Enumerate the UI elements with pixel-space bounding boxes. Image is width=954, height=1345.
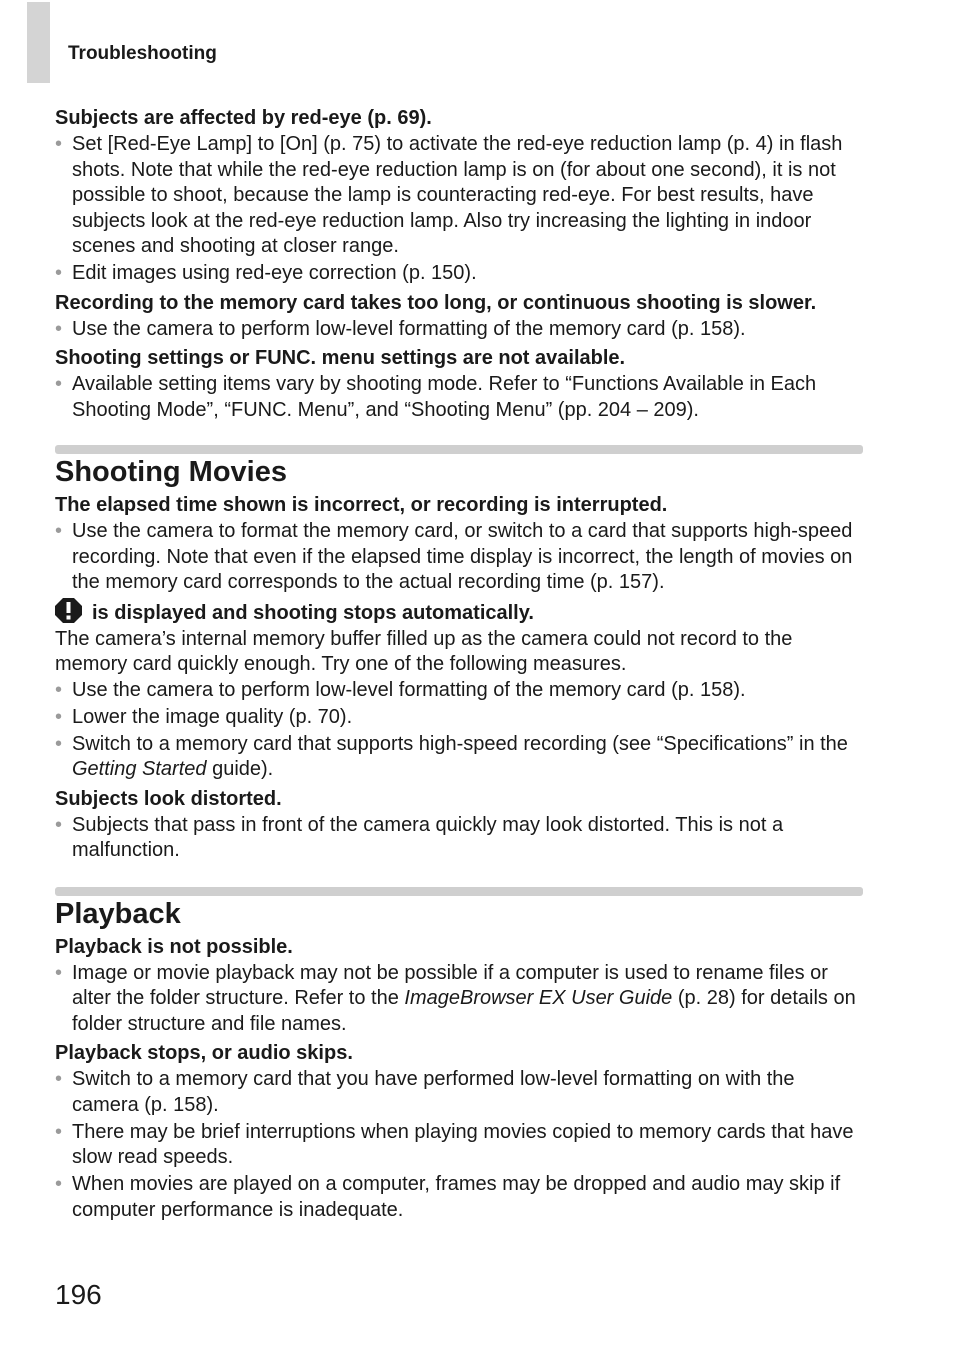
func-settings-heading: Shooting settings or FUNC. menu settings are not available. (55, 347, 626, 369)
list-item: • Image or movie playback may not be possible if a computer is used to rename files or alter the folder structure. Refer to the ImageBrowser EX User Guide (p. 28) for details on folder structure and file names. (55, 961, 863, 1038)
distorted-list (55, 813, 863, 864)
list-item: • There may be brief interruptions when playing movies copied to memory cards that have slow read speeds. (55, 1120, 863, 1171)
elapsed-list (55, 519, 863, 596)
list-item: • Use the camera to perform low-level formatting of the memory card (p. 158). (55, 678, 863, 704)
list-item: • Lower the image quality (p. 70). (55, 705, 863, 731)
list-item: • Subjects that pass in front of the camera quickly may look distorted. This is not a malfunction. (55, 813, 863, 864)
shooting-movies-title: Shooting Movies (55, 456, 287, 488)
list-item: • Use the camera to perform low-level formatting of the memory card (p. 158). (55, 317, 863, 343)
recording-slow-heading: Recording to the memory card takes too long, or continuous shooting is slower. (55, 291, 817, 314)
red-eye-list (55, 132, 863, 287)
auto-stop-body: The camera’s internal memory buffer filled up as the camera could not record to the memory card quickly enough. Try one of the following measures. (55, 627, 793, 675)
list-item: • Switch to a memory card that supports high-speed recording (see “Specifications” in the Getting Started guide). (55, 732, 863, 783)
chapter-tab-bar (27, 2, 50, 83)
page-content (55, 104, 863, 1225)
guide-title: ImageBrowser EX User Guide (404, 987, 673, 1009)
func-settings-list (55, 372, 863, 423)
list-item: • When movies are played on a computer, frames may be dropped and audio may skip if computer performance is inadequate. (55, 1172, 863, 1223)
list-item: • Edit images using red-eye correction (p. 150). (55, 261, 863, 287)
list-item: • Switch to a memory card that you have performed low-level formatting on with the camera (p. 158). (55, 1067, 863, 1118)
running-head: Troubleshooting (68, 43, 217, 64)
list-item: • Set [Red-Eye Lamp] to [On] (p. 75) to activate the red-eye reduction lamp (p. 4) in flash shots. Note that while the red-eye reduction lamp is on (for about one second), it is not possible to shoot, because the lamp is counteracting red-eye. For best results, have subjects look at the red-eye reduction lamp. Also try increasing the lighting in indoor scenes and shooting at closer range. (55, 132, 863, 260)
elapsed-heading: The elapsed time shown is incorrect, or recording is interrupted. (55, 494, 668, 516)
distorted-heading: Subjects look distorted. (55, 787, 282, 810)
list-item: • Available setting items vary by shooting mode. Refer to “Functions Available in Each Shooting Mode”, “FUNC. Menu”, and “Shooting Menu” (pp. 204 – 209). (55, 372, 863, 423)
list-item: • Use the camera to format the memory card, or switch to a card that supports high-speed recording. Note that even if the elapsed time display is incorrect, the length of movies on the memory card corresponds to the actual recording time (p. 157). (55, 519, 863, 596)
auto-stop-list (55, 678, 863, 783)
playback-not-possible-list (55, 961, 863, 1038)
page-number: 196 (55, 1279, 102, 1310)
guide-title: Getting Started (72, 758, 207, 780)
recording-slow-list (55, 317, 863, 343)
playback-stops-heading: Playback stops, or audio skips. (55, 1042, 353, 1064)
auto-stop-heading-text: is displayed and shooting stops automatically. (92, 601, 534, 624)
playback-title: Playback (55, 897, 181, 930)
red-eye-heading: Subjects are affected by red-eye (p. 69). (55, 107, 432, 129)
playback-not-possible-heading: Playback is not possible. (55, 935, 293, 958)
warning-icon (55, 598, 82, 623)
auto-stop-heading (55, 598, 863, 627)
playback-stops-list (55, 1067, 863, 1223)
